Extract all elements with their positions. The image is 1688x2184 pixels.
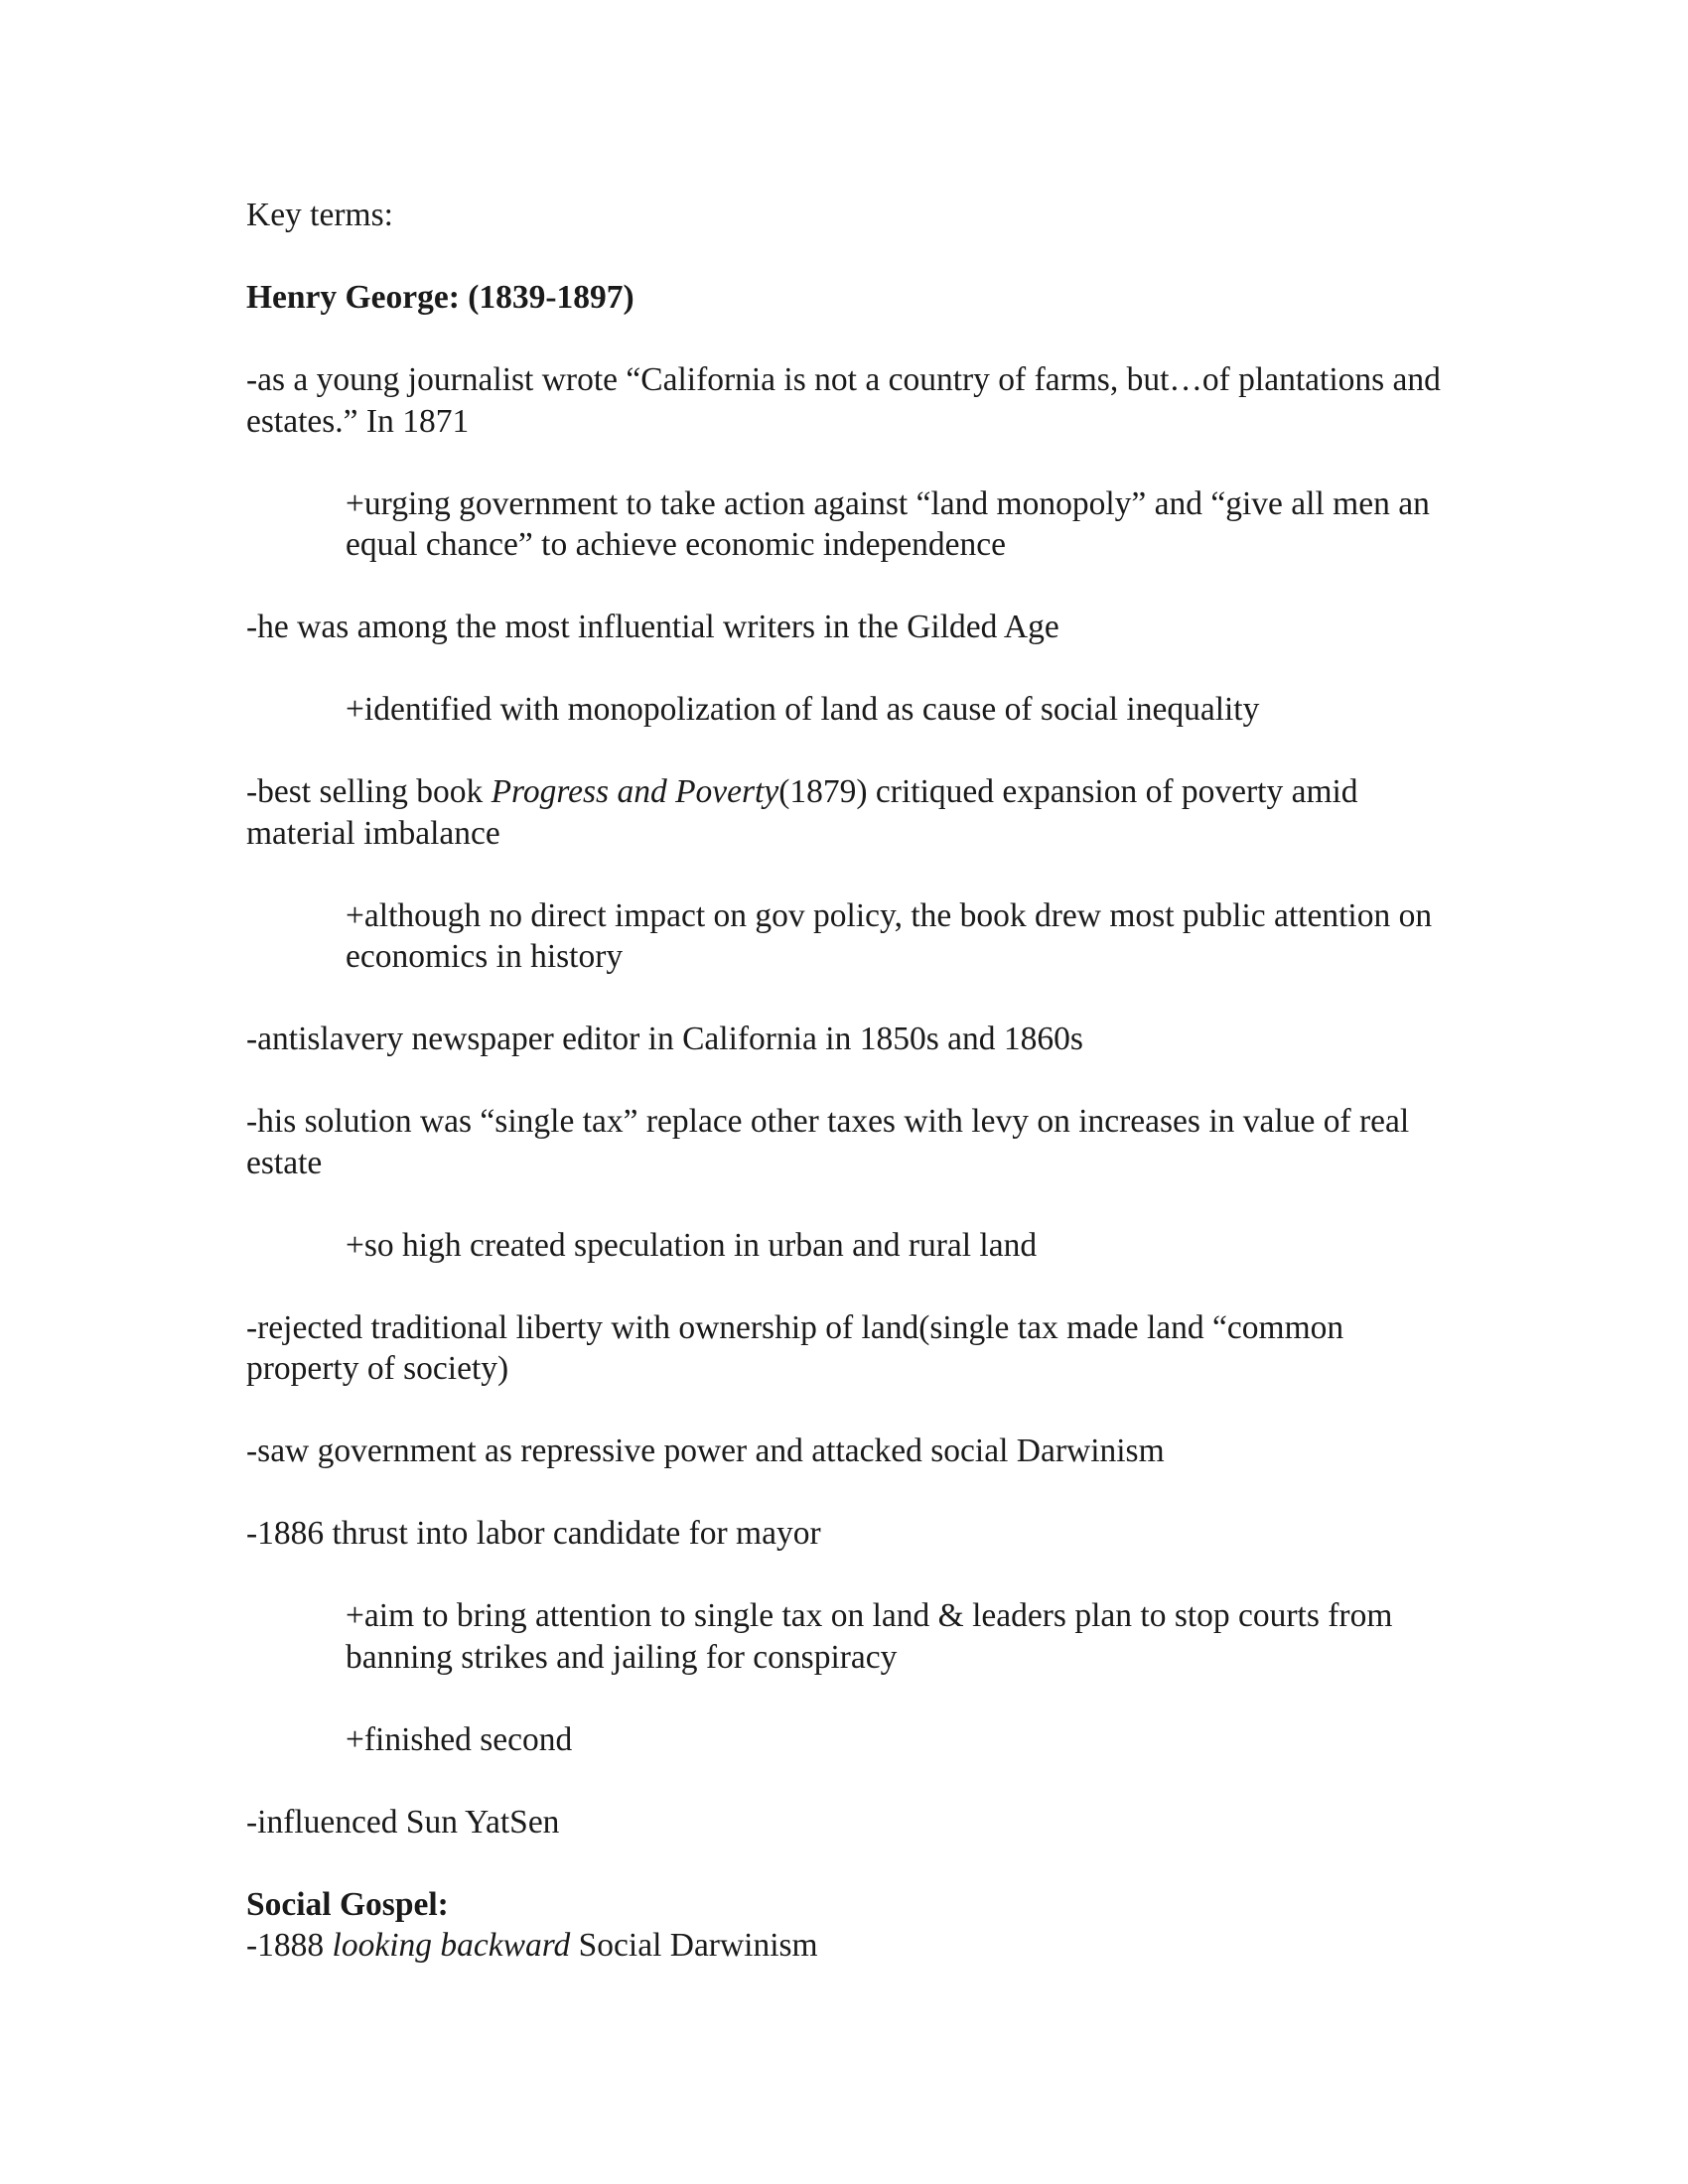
- book-title-looking-backward: looking backward: [332, 1927, 571, 1964]
- book-title-progress-and-poverty: Progress and Poverty: [491, 773, 779, 810]
- social-note-1-suffix: Social Darwinism: [570, 1927, 818, 1964]
- henry-subnote-5: +so high created speculation in urban and rural land: [346, 1226, 1038, 1264]
- document-body: [246, 195, 1458, 1967]
- henry-note-3-prefix: -best selling book: [246, 773, 492, 810]
- social-gospel-note-1: [246, 1925, 1458, 1967]
- social-gospel-heading: Social Gospel:: [246, 1885, 449, 1923]
- henry-note-9: -influenced Sun YatSen: [246, 1803, 560, 1841]
- henry-subnote-1: +urging government to take action against “land monopoly” and “give all men an equal chance” to achieve economic independence: [346, 484, 1430, 563]
- henry-note-7: -saw government as repressive power and attacked social Darwinism: [246, 1433, 1165, 1469]
- henry-note-4: -antislavery newspaper editor in California in 1850s and 1860s: [246, 1021, 1083, 1057]
- henry-subnote-8a: +aim to bring attention to single tax on land & leaders plan to stop courts from banning strikes and jailing for conspiracy: [346, 1597, 1393, 1676]
- henry-note-8: -1886 thrust into labor candidate for mayor: [246, 1515, 821, 1552]
- key-terms-label: Key terms:: [246, 197, 393, 233]
- henry-note-2: -he was among the most influential writers in the Gilded Age: [246, 609, 1059, 645]
- henry-note-3-suffix: (1879) critiqued expansion of poverty amid material imbalance: [246, 773, 1358, 852]
- henry-note-1: -as a young journalist wrote “California is not a country of farms, but…of plantations and estates.” In 1871: [246, 361, 1441, 440]
- henry-note-6: -rejected traditional liberty with ownership of land(single tax made land “common property of society): [246, 1308, 1344, 1387]
- henry-subnote-3: +although no direct impact on gov policy, the book drew most public attention on economics in history: [346, 896, 1433, 975]
- henry-note-5: -his solution was “single tax” replace other taxes with levy on increases in value of real estate: [246, 1103, 1410, 1181]
- henry-note-3: [246, 771, 1458, 854]
- henry-george-heading: Henry George: (1839-1897): [246, 279, 634, 316]
- henry-subnote-8b: +finished second: [346, 1720, 573, 1758]
- henry-subnote-2: +identified with monopolization of land as cause of social inequality: [346, 691, 1260, 728]
- social-note-1-prefix: -1888: [246, 1927, 333, 1964]
